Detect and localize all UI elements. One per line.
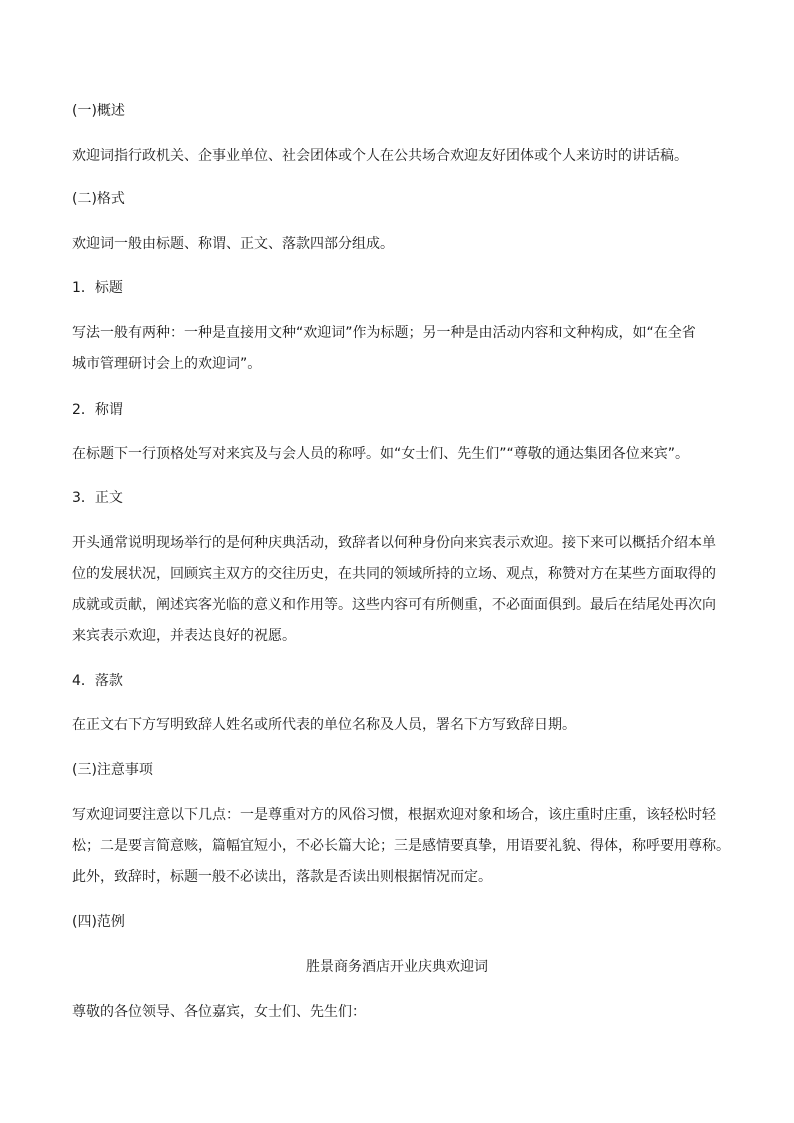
section-heading-format: (二)格式 xyxy=(72,191,125,207)
paragraph-line: 写欢迎词要注意以下几点：一是尊重对方的风俗习惯，根据欢迎对象和场合，该庄重时庄重，该轻松时轻 xyxy=(72,807,716,823)
paragraph-line: 来宾表示欢迎，并表达良好的祝愿。 xyxy=(72,628,296,644)
section-heading-overview: (一)概述 xyxy=(72,103,125,119)
paragraph-signature: 在正文右下方写明致辞人姓名或所代表的单位名称及人员，署名下方写致辞日期。 xyxy=(72,717,576,733)
paragraph-format: 欢迎词一般由标题、称谓、正文、落款四部分组成。 xyxy=(72,236,394,252)
section-heading-notes: (三)注意事项 xyxy=(72,762,153,778)
example-title: 胜景商务酒店开业庆典欢迎词 xyxy=(306,959,488,975)
paragraph-line: 此外，致辞时，标题一般不必读出，落款是否读出则根据情况而定。 xyxy=(72,869,492,885)
paragraph-line: 城市管理研讨会上的欢迎词”。 xyxy=(72,356,262,372)
example-salutation: 尊敬的各位领导、各位嘉宾，女士们、先生们： xyxy=(72,1004,366,1020)
item-heading-signature: 4．落款 xyxy=(72,673,123,689)
item-heading-title: 1．标题 xyxy=(72,280,123,296)
paragraph-line: 成就或贡献，阐述宾客光临的意义和作用等。这些内容可有所侧重，不必面面俱到。最后在结尾处再次向 xyxy=(72,597,716,613)
item-heading-body: 3．正文 xyxy=(72,490,123,506)
paragraph-overview: 欢迎词指行政机关、企事业单位、社会团体或个人在公共场合欢迎友好团体或个人来访时的讲话稿。 xyxy=(72,148,688,164)
paragraph-line: 写法一般有两种：一种是直接用文种“欢迎词”作为标题；另一种是由活动内容和文种构成，如“在全省 xyxy=(72,325,696,341)
paragraph-line: 开头通常说明现场举行的是何种庆典活动，致辞者以何种身份向来宾表示欢迎。接下来可以概括介绍本单 xyxy=(72,535,716,551)
item-heading-salutation: 2．称谓 xyxy=(72,402,123,418)
paragraph-line: 松；二是要言简意赅，篇幅宜短小，不必长篇大论；三是感情要真挚，用语要礼貌、得体，称呼要用尊称。 xyxy=(72,838,730,854)
paragraph-line: 位的发展状况，回顾宾主双方的交往历史，在共同的领域所持的立场、观点，称赞对方在某些方面取得的 xyxy=(72,566,716,582)
section-heading-example: (四)范例 xyxy=(72,914,125,930)
paragraph-salutation: 在标题下一行顶格处写对来宾及与会人员的称呼。如“女士们、先生们”“尊敬的通达集团各位来宾”。 xyxy=(72,446,690,462)
